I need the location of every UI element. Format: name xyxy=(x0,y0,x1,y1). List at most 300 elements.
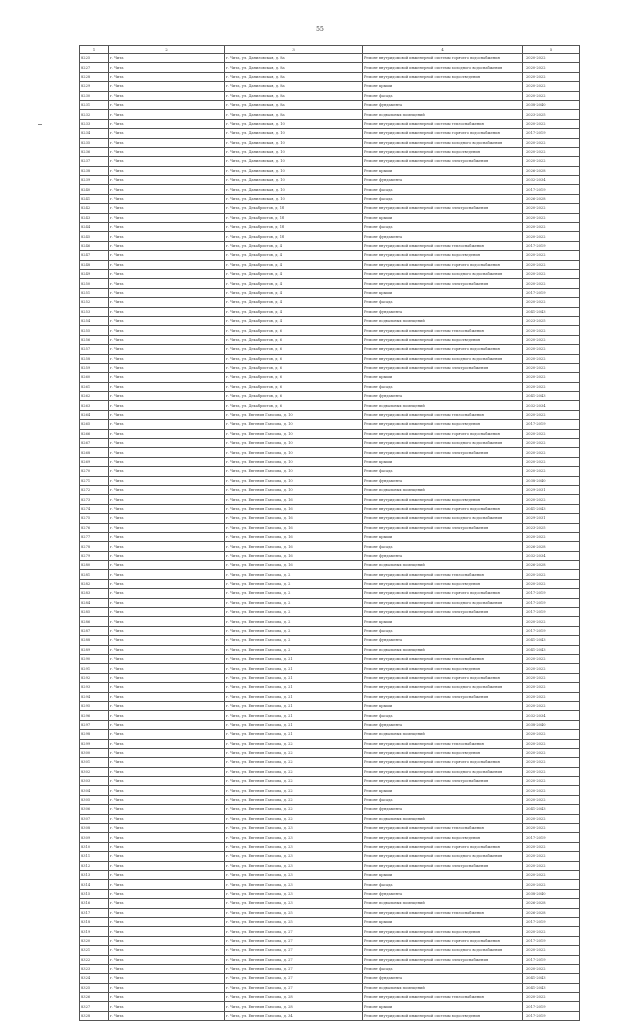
cell-number: 8245 xyxy=(80,232,109,241)
cell-address: г. Чита, ул. Даниловская, д. 10 xyxy=(225,119,363,128)
cell-years: 2017-2019 xyxy=(523,589,580,598)
cell-address: г. Чита, ул. Евгения Гаюсова, д. 16 xyxy=(225,532,363,541)
cell-years: 2020-2022 xyxy=(523,730,580,739)
cell-address: г. Чита, ул. Евгения Гаюсова, д. 22 xyxy=(225,748,363,757)
cell-years: 2020-2022 xyxy=(523,373,580,382)
cell-work-type: Ремонт фасада xyxy=(363,795,523,804)
cell-work-type: Ремонт внутридомовой инженерной системы горячего водоснабжения xyxy=(363,758,523,767)
cell-number: 8250 xyxy=(80,279,109,288)
cell-number: 8259 xyxy=(80,363,109,372)
cell-number: 8312 xyxy=(80,861,109,870)
cell-work-type: Ремонт фасада xyxy=(363,91,523,100)
table-row xyxy=(80,223,580,232)
cell-address: г. Чита, ул. Евгения Гаюсова, д. 2 xyxy=(225,626,363,635)
cell-number: 8243 xyxy=(80,213,109,222)
cell-work-type: Ремонт крыши xyxy=(363,701,523,710)
cell-address: г. Чита, ул. Евгения Гаюсова, д. 2 xyxy=(225,579,363,588)
table-row xyxy=(80,532,580,541)
table-row xyxy=(80,467,580,476)
cell-number: 8290 xyxy=(80,655,109,664)
cell-years: 2041-2043 xyxy=(523,307,580,316)
cell-work-type: Ремонт внутридомовой инженерной системы горячего водоснабжения xyxy=(363,589,523,598)
cell-municipality: г. Чита xyxy=(109,476,225,485)
cell-address: г. Чита, ул. Евгения Гаюсова, д. 16 xyxy=(225,504,363,513)
cell-municipality: г. Чита xyxy=(109,363,225,372)
cell-municipality: г. Чита xyxy=(109,608,225,617)
cell-years: 2020-2022 xyxy=(523,363,580,372)
table-row xyxy=(80,326,580,335)
cell-municipality: г. Чита xyxy=(109,420,225,429)
cell-years: 2020-2022 xyxy=(523,579,580,588)
cell-address: г. Чита, ул. Декабристов, д. 1б xyxy=(225,223,363,232)
cell-address: г. Чита, ул. Евгения Гаюсова, д. 23 xyxy=(225,880,363,889)
cell-number: 8291 xyxy=(80,664,109,673)
cell-work-type: Ремонт внутридомовой инженерной системы холодного водоснабжения xyxy=(363,439,523,448)
table-row xyxy=(80,852,580,861)
cell-number: 8293 xyxy=(80,683,109,692)
cell-address: г. Чита, ул. Евгения Гаюсова, д. 22 xyxy=(225,814,363,823)
cell-work-type: Ремонт внутридомовой инженерной системы теплоснабжения xyxy=(363,655,523,664)
cell-municipality: г. Чита xyxy=(109,786,225,795)
cell-number: 8313 xyxy=(80,870,109,879)
cell-municipality: г. Чита xyxy=(109,579,225,588)
cell-work-type: Ремонт фасада xyxy=(363,626,523,635)
cell-years: 2038-2040 xyxy=(523,889,580,898)
cell-years: 2020-2022 xyxy=(523,457,580,466)
cell-address: г. Чита, ул. Декабристов, д. 6 xyxy=(225,382,363,391)
table-row xyxy=(80,570,580,579)
cell-work-type: Ремонт внутридомовой инженерной системы водоотведения xyxy=(363,420,523,429)
cell-municipality: г. Чита xyxy=(109,279,225,288)
cell-number: 8275 xyxy=(80,514,109,523)
cell-number: 8227 xyxy=(80,63,109,72)
cell-address: г. Чита, ул. Декабристов, д. 4 xyxy=(225,269,363,278)
cell-municipality: г. Чита xyxy=(109,110,225,119)
cell-address: г. Чита, ул. Даниловская, д. 10 xyxy=(225,166,363,175)
cell-address: г. Чита, ул. Евгения Гаюсова, д. 10 xyxy=(225,410,363,419)
cell-address: г. Чита, ул. Евгения Гаюсова, д. 28 xyxy=(225,1002,363,1011)
table-row xyxy=(80,636,580,645)
cell-number: 8326 xyxy=(80,993,109,1002)
cell-number: 8325 xyxy=(80,983,109,992)
cell-address: г. Чита, ул. Евгения Гаюсова, д. 21 xyxy=(225,730,363,739)
cell-work-type: Ремонт внутридомовой инженерной системы теплоснабжения xyxy=(363,241,523,250)
cell-work-type: Ремонт внутридомовой инженерной системы теплоснабжения xyxy=(363,410,523,419)
cell-address: г. Чита, ул. Декабристов, д. 1б xyxy=(225,213,363,222)
cell-years: 2017-2019 xyxy=(523,833,580,842)
cell-work-type: Ремонт внутридомовой инженерной системы холодного водоснабжения xyxy=(363,514,523,523)
cell-municipality: г. Чита xyxy=(109,683,225,692)
cell-number: 8288 xyxy=(80,636,109,645)
table-row xyxy=(80,110,580,119)
cell-years: 2020-2022 xyxy=(523,354,580,363)
cell-address: г. Чита, ул. Даниловская, д. 10 xyxy=(225,147,363,156)
cell-work-type: Ремонт внутридомовой инженерной системы электроснабжения xyxy=(363,363,523,372)
cell-years: 2020-2022 xyxy=(523,964,580,973)
cell-municipality: г. Чита xyxy=(109,993,225,1002)
table-row xyxy=(80,1011,580,1020)
cell-number: 8286 xyxy=(80,617,109,626)
cell-municipality: г. Чита xyxy=(109,974,225,983)
table-row xyxy=(80,673,580,682)
cell-number: 8315 xyxy=(80,889,109,898)
cell-address: г. Чита, ул. Даниловская, д. 8а xyxy=(225,110,363,119)
cell-work-type: Ремонт внутридомовой инженерной системы холодного водоснабжения xyxy=(363,767,523,776)
cell-municipality: г. Чита xyxy=(109,880,225,889)
cell-address: г. Чита, ул. Евгения Гаюсова, д. 23 xyxy=(225,833,363,842)
cell-address: г. Чита, ул. Декабристов, д. 6 xyxy=(225,345,363,354)
cell-number: 8322 xyxy=(80,955,109,964)
table-row xyxy=(80,363,580,372)
cell-number: 8280 xyxy=(80,561,109,570)
cell-municipality: г. Чита xyxy=(109,392,225,401)
cell-address: г. Чита, ул. Евгения Гаюсова, д. 10 xyxy=(225,457,363,466)
table-row xyxy=(80,739,580,748)
table-row xyxy=(80,514,580,523)
cell-municipality: г. Чита xyxy=(109,626,225,635)
cell-years: 2020-2022 xyxy=(523,880,580,889)
cell-municipality: г. Чита xyxy=(109,842,225,851)
header-cell-4: 4 xyxy=(363,46,523,54)
cell-address: г. Чита, ул. Евгения Гаюсова, д. 16 xyxy=(225,551,363,560)
table-row xyxy=(80,457,580,466)
cell-address: г. Чита, ул. Декабристов, д. 4 xyxy=(225,251,363,260)
cell-address: г. Чита, ул. Евгения Гаюсова, д. 27 xyxy=(225,974,363,983)
table-row xyxy=(80,495,580,504)
cell-work-type: Ремонт фасада xyxy=(363,194,523,203)
table-row xyxy=(80,373,580,382)
table-row xyxy=(80,551,580,560)
cell-work-type: Ремонт внутридомовой инженерной системы горячего водоснабжения xyxy=(363,129,523,138)
cell-work-type: Ремонт подвальных помещений xyxy=(363,110,523,119)
cell-work-type: Ремонт внутридомовой инженерной системы горячего водоснабжения xyxy=(363,936,523,945)
cell-years: 2020-2022 xyxy=(523,673,580,682)
cell-municipality: г. Чита xyxy=(109,166,225,175)
cell-years: 2017-2019 xyxy=(523,185,580,194)
cell-years: 2020-2022 xyxy=(523,223,580,232)
cell-municipality: г. Чита xyxy=(109,1002,225,1011)
cell-number: 8263 xyxy=(80,401,109,410)
cell-number: 8299 xyxy=(80,739,109,748)
cell-work-type: Ремонт крыши xyxy=(363,1002,523,1011)
cell-address: г. Чита, ул. Даниловская, д. 10 xyxy=(225,185,363,194)
cell-address: г. Чита, ул. Евгения Гаюсова, д. 22 xyxy=(225,777,363,786)
cell-work-type: Ремонт внутридомовой инженерной системы холодного водоснабжения xyxy=(363,138,523,147)
table-row xyxy=(80,842,580,851)
cell-address: г. Чита, ул. Евгения Гаюсова, д. 27 xyxy=(225,946,363,955)
cell-years: 2017-2019 xyxy=(523,955,580,964)
table-row xyxy=(80,176,580,185)
cell-address: г. Чита, ул. Евгения Гаюсова, д. 22 xyxy=(225,795,363,804)
cell-address: г. Чита, ул. Декабристов, д. 6 xyxy=(225,401,363,410)
cell-municipality: г. Чита xyxy=(109,185,225,194)
cell-work-type: Ремонт фундамента xyxy=(363,232,523,241)
cell-municipality: г. Чита xyxy=(109,523,225,532)
cell-work-type: Ремонт крыши xyxy=(363,373,523,382)
cell-address: г. Чита, ул. Евгения Гаюсова, д. 10 xyxy=(225,429,363,438)
header-cell-3: 3 xyxy=(225,46,363,54)
cell-municipality: г. Чита xyxy=(109,241,225,250)
cell-work-type: Ремонт внутридомовой инженерной системы водоотведения xyxy=(363,147,523,156)
cell-number: 8321 xyxy=(80,946,109,955)
cell-years: 2020-2022 xyxy=(523,157,580,166)
cell-years: 2020-2022 xyxy=(523,739,580,748)
cell-years: 2041-2043 xyxy=(523,636,580,645)
cell-years: 2020-2022 xyxy=(523,345,580,354)
cell-number: 8302 xyxy=(80,767,109,776)
cell-municipality: г. Чита xyxy=(109,532,225,541)
cell-address: г. Чита, ул. Декабристов, д. 6 xyxy=(225,335,363,344)
table-row xyxy=(80,561,580,570)
cell-address: г. Чита, ул. Евгения Гаюсова, д. 23 xyxy=(225,852,363,861)
cell-years: 2020-2022 xyxy=(523,777,580,786)
cell-municipality: г. Чита xyxy=(109,1011,225,1020)
cell-years: 2032-2034 xyxy=(523,176,580,185)
cell-municipality: г. Чита xyxy=(109,495,225,504)
cell-work-type: Ремонт крыши xyxy=(363,870,523,879)
table-row xyxy=(80,711,580,720)
cell-work-type: Ремонт внутридомовой инженерной системы электроснабжения xyxy=(363,861,523,870)
table-row xyxy=(80,767,580,776)
cell-address: г. Чита, ул. Евгения Гаюсова, д. 27 xyxy=(225,955,363,964)
cell-municipality: г. Чита xyxy=(109,429,225,438)
cell-years: 2020-2022 xyxy=(523,232,580,241)
table-row xyxy=(80,870,580,879)
cell-address: г. Чита, ул. Даниловская, д. 10 xyxy=(225,129,363,138)
table-row xyxy=(80,63,580,72)
cell-work-type: Ремонт крыши xyxy=(363,288,523,297)
table-row xyxy=(80,54,580,63)
cell-address: г. Чита, ул. Даниловская, д. 10 xyxy=(225,176,363,185)
cell-number: 8238 xyxy=(80,166,109,175)
cell-municipality: г. Чита xyxy=(109,373,225,382)
cell-number: 8311 xyxy=(80,852,109,861)
table-row xyxy=(80,720,580,729)
cell-years: 2041-2043 xyxy=(523,974,580,983)
header-cell-5: 5 xyxy=(523,46,580,54)
cell-address: г. Чита, ул. Евгения Гаюсова, д. 27 xyxy=(225,927,363,936)
table-row xyxy=(80,917,580,926)
cell-municipality: г. Чита xyxy=(109,664,225,673)
cell-address: г. Чита, ул. Евгения Гаюсова, д. 10 xyxy=(225,485,363,494)
cell-number: 8242 xyxy=(80,204,109,213)
cell-number: 8254 xyxy=(80,316,109,325)
cell-years: 2032-2034 xyxy=(523,551,580,560)
cell-address: г. Чита, ул. Евгения Гаюсова, д. 10 xyxy=(225,448,363,457)
cell-number: 8251 xyxy=(80,288,109,297)
cell-years: 2029-2031 xyxy=(523,514,580,523)
cell-work-type: Ремонт внутридомовой инженерной системы электроснабжения xyxy=(363,204,523,213)
cell-address: г. Чита, ул. Даниловская, д. 8а xyxy=(225,82,363,91)
table-row xyxy=(80,795,580,804)
cell-municipality: г. Чита xyxy=(109,936,225,945)
table-row xyxy=(80,420,580,429)
cell-municipality: г. Чита xyxy=(109,767,225,776)
cell-number: 8264 xyxy=(80,410,109,419)
table-row xyxy=(80,589,580,598)
cell-municipality: г. Чита xyxy=(109,805,225,814)
table-body xyxy=(80,54,580,1021)
cell-number: 8256 xyxy=(80,335,109,344)
cell-work-type: Ремонт внутридомовой инженерной системы водоотведения xyxy=(363,251,523,260)
cell-municipality: г. Чита xyxy=(109,504,225,513)
table-row xyxy=(80,279,580,288)
cell-number: 8281 xyxy=(80,570,109,579)
cell-work-type: Ремонт крыши xyxy=(363,786,523,795)
cell-municipality: г. Чита xyxy=(109,551,225,560)
cell-years: 2020-2022 xyxy=(523,63,580,72)
cell-address: г. Чита, ул. Евгения Гаюсова, д. 2 xyxy=(225,608,363,617)
cell-number: 8303 xyxy=(80,777,109,786)
table-row xyxy=(80,72,580,81)
cell-address: г. Чита, ул. Евгения Гаюсова, д. 22 xyxy=(225,758,363,767)
table-row xyxy=(80,608,580,617)
cell-number: 8300 xyxy=(80,748,109,757)
table-row xyxy=(80,579,580,588)
cell-number: 8265 xyxy=(80,420,109,429)
table-header-row xyxy=(80,46,580,54)
cell-municipality: г. Чита xyxy=(109,204,225,213)
cell-address: г. Чита, ул. Даниловская, д. 10 xyxy=(225,194,363,203)
table-row xyxy=(80,354,580,363)
cell-work-type: Ремонт внутридомовой инженерной системы водоотведения xyxy=(363,1011,523,1020)
cell-work-type: Ремонт фасада xyxy=(363,223,523,232)
cell-years: 2020-2022 xyxy=(523,795,580,804)
cell-address: г. Чита, ул. Евгения Гаюсова, д. 23 xyxy=(225,889,363,898)
cell-number: 8294 xyxy=(80,692,109,701)
cell-number: 8255 xyxy=(80,326,109,335)
cell-number: 8225 xyxy=(80,54,109,63)
table-row xyxy=(80,316,580,325)
cell-number: 8318 xyxy=(80,917,109,926)
table-row xyxy=(80,241,580,250)
cell-address: г. Чита, ул. Евгения Гаюсова, д. 21 xyxy=(225,701,363,710)
cell-number: 8228 xyxy=(80,72,109,81)
cell-number: 8231 xyxy=(80,100,109,109)
cell-address: г. Чита, ул. Даниловская, д. 8а xyxy=(225,100,363,109)
cell-work-type: Ремонт фундамента xyxy=(363,551,523,560)
cell-address: г. Чита, ул. Евгения Гаюсова, д. 23 xyxy=(225,861,363,870)
cell-years: 2017-2019 xyxy=(523,917,580,926)
cell-work-type: Ремонт подвальных помещений xyxy=(363,983,523,992)
table-row xyxy=(80,748,580,757)
table-row xyxy=(80,1002,580,1011)
table-row xyxy=(80,701,580,710)
cell-municipality: г. Чита xyxy=(109,54,225,63)
cell-work-type: Ремонт внутридомовой инженерной системы электроснабжения xyxy=(363,955,523,964)
cell-years: 2041-2043 xyxy=(523,983,580,992)
cell-address: г. Чита, ул. Евгения Гаюсова, д. 16 xyxy=(225,523,363,532)
table-row xyxy=(80,598,580,607)
table-row xyxy=(80,401,580,410)
cell-municipality: г. Чита xyxy=(109,298,225,307)
table-row xyxy=(80,889,580,898)
cell-years: 2026-2028 xyxy=(523,908,580,917)
cell-years: 2026-2028 xyxy=(523,542,580,551)
cell-work-type: Ремонт фасада xyxy=(363,964,523,973)
cell-number: 8230 xyxy=(80,91,109,100)
table-row xyxy=(80,232,580,241)
table-row xyxy=(80,833,580,842)
cell-years: 2017-2019 xyxy=(523,608,580,617)
cell-work-type: Ремонт фундамента xyxy=(363,476,523,485)
cell-work-type: Ремонт фундамента xyxy=(363,720,523,729)
table-row xyxy=(80,185,580,194)
cell-work-type: Ремонт подвальных помещений xyxy=(363,561,523,570)
cell-municipality: г. Чита xyxy=(109,758,225,767)
cell-municipality: г. Чита xyxy=(109,692,225,701)
cell-work-type: Ремонт подвальных помещений xyxy=(363,316,523,325)
cell-years: 2041-2043 xyxy=(523,805,580,814)
cell-work-type: Ремонт внутридомовой инженерной системы водоотведения xyxy=(363,748,523,757)
cell-number: 8261 xyxy=(80,382,109,391)
cell-number: 8267 xyxy=(80,439,109,448)
table-row xyxy=(80,260,580,269)
table-row xyxy=(80,166,580,175)
cell-number: 8284 xyxy=(80,598,109,607)
cell-number: 8289 xyxy=(80,645,109,654)
table-row xyxy=(80,964,580,973)
cell-municipality: г. Чита xyxy=(109,382,225,391)
cell-municipality: г. Чита xyxy=(109,955,225,964)
cell-address: г. Чита, ул. Евгения Гаюсова, д. 16 xyxy=(225,561,363,570)
cell-municipality: г. Чита xyxy=(109,223,225,232)
cell-work-type: Ремонт фундамента xyxy=(363,100,523,109)
cell-work-type: Ремонт внутридомовой инженерной системы водоотведения xyxy=(363,833,523,842)
cell-years: 2020-2022 xyxy=(523,204,580,213)
cell-number: 8274 xyxy=(80,504,109,513)
cell-number: 8249 xyxy=(80,269,109,278)
cell-number: 8234 xyxy=(80,129,109,138)
cell-years: 2020-2022 xyxy=(523,410,580,419)
cell-years: 2020-2022 xyxy=(523,82,580,91)
cell-number: 8287 xyxy=(80,626,109,635)
table-row xyxy=(80,410,580,419)
cell-number: 8323 xyxy=(80,964,109,973)
cell-work-type: Ремонт внутридомовой инженерной системы холодного водоснабжения xyxy=(363,598,523,607)
cell-years: 2017-2019 xyxy=(523,598,580,607)
table-row xyxy=(80,974,580,983)
cell-number: 8252 xyxy=(80,298,109,307)
table-row xyxy=(80,504,580,513)
cell-work-type: Ремонт внутридомовой инженерной системы теплоснабжения xyxy=(363,908,523,917)
cell-address: г. Чита, ул. Декабристов, д. 6 xyxy=(225,373,363,382)
cell-address: г. Чита, ул. Декабристов, д. 6 xyxy=(225,354,363,363)
cell-years: 2032-2034 xyxy=(523,711,580,720)
table-row xyxy=(80,129,580,138)
cell-years: 2020-2022 xyxy=(523,758,580,767)
cell-number: 8271 xyxy=(80,476,109,485)
cell-municipality: г. Чита xyxy=(109,194,225,203)
table-row xyxy=(80,927,580,936)
table-row xyxy=(80,213,580,222)
table-row xyxy=(80,655,580,664)
table-row xyxy=(80,617,580,626)
cell-number: 8229 xyxy=(80,82,109,91)
table-row xyxy=(80,777,580,786)
table-row xyxy=(80,692,580,701)
cell-years: 2029-2031 xyxy=(523,485,580,494)
cell-number: 8276 xyxy=(80,523,109,532)
table-row xyxy=(80,307,580,316)
table-row xyxy=(80,758,580,767)
cell-address: г. Чита, ул. Евгения Гаюсова, д. 16 xyxy=(225,514,363,523)
cell-municipality: г. Чита xyxy=(109,598,225,607)
cell-years: 2017-2019 xyxy=(523,1011,580,1020)
cell-work-type: Ремонт внутридомовой инженерной системы электроснабжения xyxy=(363,448,523,457)
cell-municipality: г. Чита xyxy=(109,485,225,494)
cell-work-type: Ремонт крыши xyxy=(363,213,523,222)
